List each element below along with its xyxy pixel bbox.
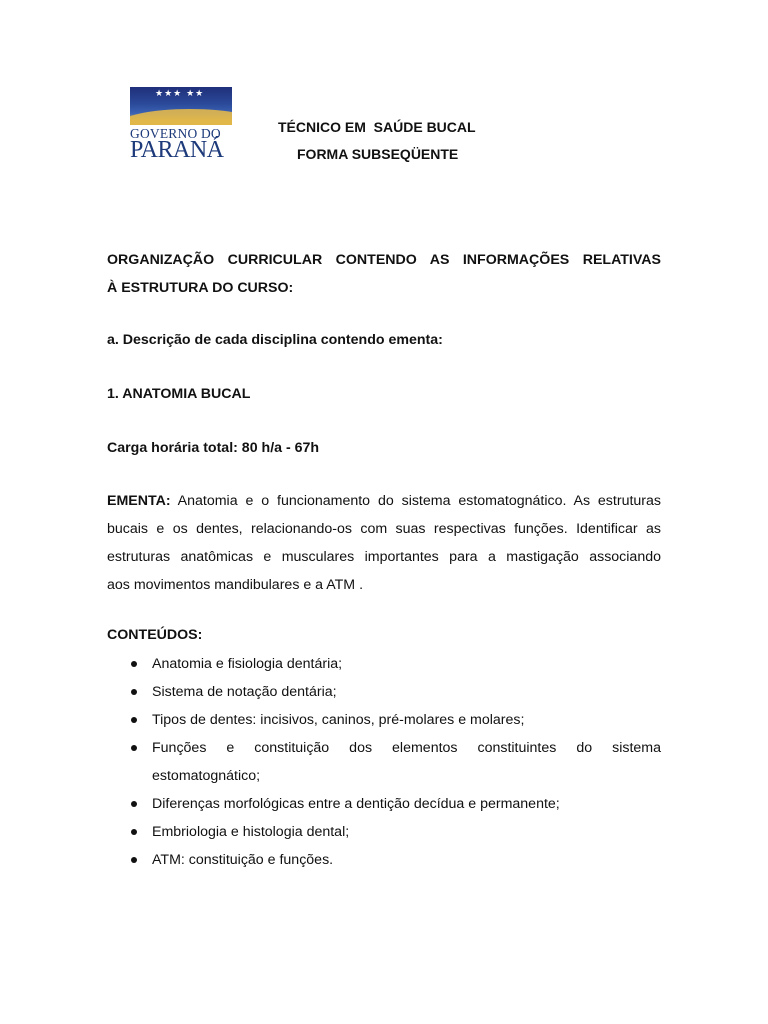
list-item bbox=[107, 818, 661, 846]
list-item-text: Funções e constituição dos elementos constituintes do sistema bbox=[152, 740, 661, 756]
logo-text-parana: PARANÁ bbox=[130, 137, 224, 163]
list-item bbox=[107, 790, 661, 818]
section-heading-line1: ORGANIZAÇÃO CURRICULAR CONTENDO AS INFORMAÇÕES RELATIVAS bbox=[107, 252, 661, 268]
logo-stars: ★★★ ★★ bbox=[155, 89, 205, 99]
list-item-text: Anatomia e fisiologia dentária; bbox=[152, 656, 343, 672]
ementa-line-3: estruturas anatômicas e musculares importantes para a mastigação associando bbox=[107, 549, 661, 565]
list-item-text: ATM: constituição e funções. bbox=[152, 852, 334, 868]
list-item bbox=[107, 706, 661, 734]
list-item-text: Sistema de notação dentária; bbox=[152, 684, 337, 700]
section-heading bbox=[107, 246, 661, 302]
list-item-text: Embriologia e histologia dental; bbox=[152, 824, 350, 840]
governo-parana-logo bbox=[130, 87, 234, 162]
workload: Carga horária total: 80 h/a - 67h bbox=[107, 440, 320, 456]
list-item-text: Tipos de dentes: incisivos, caninos, pré-molares e molares; bbox=[152, 712, 525, 728]
ementa-line-4: aos movimentos mandibulares e a ATM . bbox=[107, 577, 364, 593]
list-item bbox=[107, 846, 661, 874]
bullet-icon bbox=[131, 661, 137, 667]
logo-sweep bbox=[130, 109, 232, 125]
ementa-paragraph bbox=[107, 487, 661, 599]
bullet-icon bbox=[131, 857, 137, 863]
course-subtitle: FORMA SUBSEQÜENTE bbox=[297, 146, 459, 162]
discipline-title: 1. ANATOMIA BUCAL bbox=[107, 386, 251, 402]
ementa-label: EMENTA: bbox=[107, 493, 171, 509]
logo-text-governo: GOVERNO DO bbox=[130, 126, 221, 141]
bullet-icon bbox=[131, 829, 137, 835]
bullet-icon bbox=[131, 689, 137, 695]
ementa-line-1 bbox=[107, 487, 661, 515]
ementa-line-2: bucais e os dentes, relacionando-os com suas respectivas funções. Identificar as bbox=[107, 521, 661, 537]
bullet-icon bbox=[131, 717, 137, 723]
logo-flag bbox=[130, 87, 232, 125]
contents-heading: CONTEÚDOS: bbox=[107, 627, 203, 643]
list-item-text: Diferenças morfológicas entre a dentição decídua e permanente; bbox=[152, 796, 560, 812]
contents-list bbox=[107, 650, 661, 874]
ementa-text-1: Anatomia e o funcionamento do sistema estomatognático. As estruturas bbox=[170, 493, 661, 509]
list-item bbox=[107, 650, 661, 678]
bullet-icon bbox=[131, 745, 137, 751]
description-heading: a. Descrição de cada disciplina contendo ementa: bbox=[107, 332, 443, 348]
list-item-text-continued: estomatognático; bbox=[152, 768, 261, 784]
list-item bbox=[107, 678, 661, 706]
course-title: TÉCNICO EM SAÚDE BUCAL bbox=[278, 119, 476, 135]
section-heading-line2: À ESTRUTURA DO CURSO: bbox=[107, 280, 294, 296]
bullet-icon bbox=[131, 801, 137, 807]
list-item bbox=[107, 734, 661, 790]
